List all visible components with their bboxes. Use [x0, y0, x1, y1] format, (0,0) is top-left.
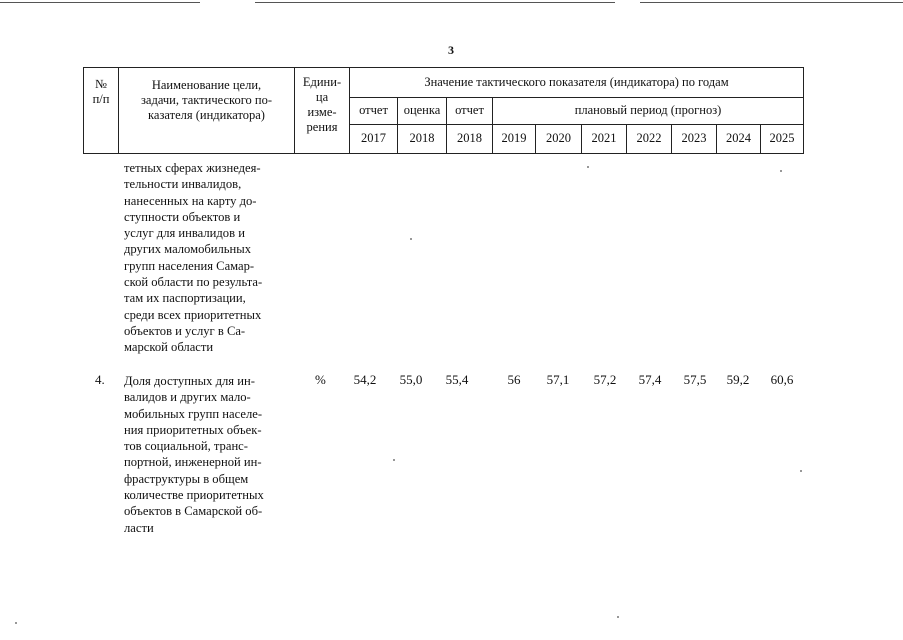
value-cell: 57,1: [546, 372, 570, 387]
year-cell: 2021: [591, 131, 617, 145]
value-cell: 55,4: [445, 372, 469, 387]
header-num: № п/п: [92, 77, 110, 106]
value-cell: 57,5: [683, 372, 707, 387]
scan-edge-line: [255, 2, 615, 3]
indicator-text: тетных сферах жизнедея- тельности инвалидов, нанесенных на карту до- ступности объектов и услуг для инвалидов и других маломобильных групп населения Самар- ской области по результа- там их паспортизации, среди всех приоритетных объектов и услуг в Са- марской области: [124, 161, 263, 355]
value-cell: 54,2: [353, 372, 377, 387]
scan-edge-line: [0, 2, 200, 3]
year-cell: 2024: [726, 131, 751, 145]
value-cell: 60,6: [770, 372, 794, 387]
page-number: 3: [448, 43, 454, 57]
value-cell: 55,0: [399, 372, 423, 387]
scan-speck: [800, 470, 802, 472]
scan-speck: [393, 459, 395, 461]
header-values-title: Значение тактического показателя (индикатора) по годам: [424, 75, 729, 89]
scan-speck: [617, 616, 619, 618]
year-cell: 2018: [409, 131, 435, 145]
subheader-planned: плановый период (прогноз): [574, 103, 722, 117]
scan-edge-line: [640, 2, 903, 3]
value-cell: 57,4: [638, 372, 662, 387]
scan-speck: [15, 622, 17, 624]
subheader-estimate: оценка: [403, 103, 441, 117]
value-cell: 56: [507, 372, 521, 387]
year-cell: 2023: [681, 131, 707, 145]
year-cell: 2022: [636, 131, 662, 145]
value-cell: 57,2: [593, 372, 617, 387]
grid-line: [349, 124, 804, 125]
header-name: Наименование цели, задачи, тактического по- казателя (индикатора): [140, 78, 273, 122]
value-cell: 59,2: [726, 372, 750, 387]
unit-cell: %: [315, 372, 326, 387]
year-cell: 2017: [361, 131, 386, 145]
grid-line: [83, 153, 804, 154]
indicator-text: Доля доступных для ин- валидов и других мало- мобильных групп населе- ния приоритетных объек- тов социальной, транс- портной, инженерной ин- фраструктуры в общем количестве приоритетных объектов в Самарской об- ласти: [124, 374, 264, 535]
scan-speck: [410, 238, 412, 240]
grid-line: [803, 67, 804, 154]
year-cell: 2020: [546, 131, 571, 145]
grid-line: [83, 67, 804, 68]
year-cell: 2019: [501, 131, 527, 145]
year-cell: 2025: [769, 131, 795, 145]
subheader-report: отчет: [359, 103, 388, 117]
header-unit: Едини- ца изме- рения: [302, 75, 342, 134]
scan-speck: [780, 170, 782, 172]
grid-line: [349, 97, 804, 98]
year-cell: 2018: [457, 131, 482, 145]
row-number: 4.: [95, 372, 105, 387]
subheader-report: отчет: [455, 103, 484, 117]
scan-speck: [587, 166, 589, 168]
